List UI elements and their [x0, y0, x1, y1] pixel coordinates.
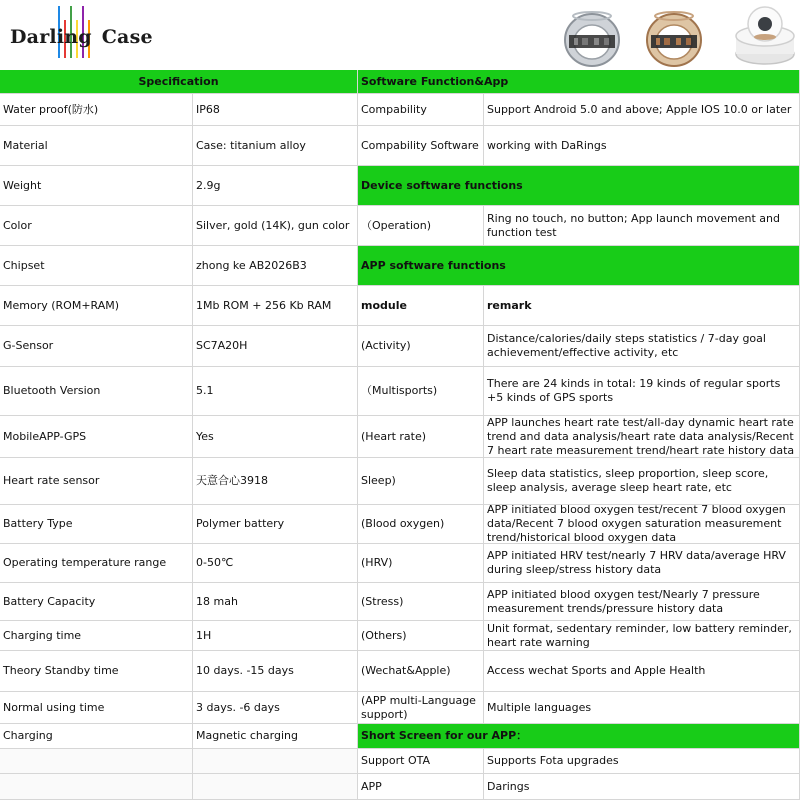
brand-word-1: Darling — [10, 26, 92, 48]
spec-label-cell — [0, 774, 193, 800]
function-module-cell: Support OTA — [358, 749, 484, 774]
spec-label-cell: Memory (ROM+RAM) — [0, 286, 193, 326]
table-row — [0, 326, 800, 367]
function-module-cell: (Wechat&Apple) — [358, 651, 484, 692]
function-remark-cell: Ring no touch, no button; App launch movement and function test — [484, 206, 800, 246]
function-module-cell: (Stress) — [358, 583, 484, 621]
function-remark-cell: APP initiated blood oxygen test/Nearly 7 pressure measurement trends/pressure history data — [484, 583, 800, 621]
header-row — [0, 70, 800, 94]
table-row — [0, 367, 800, 416]
function-module-cell: APP — [358, 774, 484, 800]
spec-label-cell: Charging — [0, 724, 193, 749]
ring-silver-icon — [565, 12, 619, 66]
table-row — [0, 246, 800, 286]
spec-label-cell: Color — [0, 206, 193, 246]
function-remark-cell: remark — [484, 286, 800, 326]
table-row — [0, 621, 800, 651]
spec-label-cell: Battery Type — [0, 505, 193, 544]
function-remark-cell: There are 24 kinds in total: 19 kinds of regular sports +5 kinds of GPS sports — [484, 367, 800, 416]
function-remark-cell: Multiple languages — [484, 692, 800, 724]
spec-value-cell: 1Mb ROM + 256 Kb RAM — [193, 286, 358, 326]
spec-label-cell: Normal using time — [0, 692, 193, 724]
spec-label-cell: Heart rate sensor — [0, 458, 193, 505]
table-row — [0, 206, 800, 246]
spec-value-cell: 5.1 — [193, 367, 358, 416]
page-header — [0, 0, 800, 70]
software-header-cell: Software Function&App — [358, 70, 800, 94]
spec-label-cell: Material — [0, 126, 193, 166]
function-module-cell: (Others) — [358, 621, 484, 651]
table-row — [0, 286, 800, 326]
spec-label-cell: Battery Capacity — [0, 583, 193, 621]
function-remark-cell: APP launches heart rate test/all-day dynamic heart rate trend and data analysis/heart rate data analysis/Recent 7 heart rate measurement trend/heart rate history data — [484, 416, 800, 458]
spec-value-cell: Magnetic charging — [193, 724, 358, 749]
function-module-cell: Sleep) — [358, 458, 484, 505]
spec-value-cell: Yes — [193, 416, 358, 458]
table-row — [0, 416, 800, 458]
spec-value-cell — [193, 749, 358, 774]
spec-label-cell: Operating temperature range — [0, 544, 193, 583]
function-remark-cell: Supports Fota upgrades — [484, 749, 800, 774]
spec-value-cell: zhong ke AB2026B3 — [193, 246, 358, 286]
function-remark-cell: Unit format, sedentary reminder, low battery reminder, heart rate warning — [484, 621, 800, 651]
table-row — [0, 458, 800, 505]
brand-word-2: Case — [101, 26, 153, 48]
spec-label-cell: Water proof(防水) — [0, 94, 193, 126]
spec-value-cell: 0-50℃ — [193, 544, 358, 583]
function-remark-cell: Access wechat Sports and Apple Health — [484, 651, 800, 692]
spec-label-cell: Charging time — [0, 621, 193, 651]
spec-label-cell: Chipset — [0, 246, 193, 286]
brand-logo — [10, 26, 153, 48]
spec-value-cell: SC7A20H — [193, 326, 358, 367]
function-module-cell: Compability — [358, 94, 484, 126]
function-module-cell: (Blood oxygen) — [358, 505, 484, 544]
function-remark-cell: Darings — [484, 774, 800, 800]
table-row — [0, 505, 800, 544]
function-module-cell: (Heart rate) — [358, 416, 484, 458]
charging-case-icon — [736, 7, 794, 64]
spec-value-cell: 3 days. -6 days — [193, 692, 358, 724]
spec-header-cell: Specification — [0, 70, 358, 94]
spec-label-cell: Bluetooth Version — [0, 367, 193, 416]
function-module-cell: (APP multi-Language support) — [358, 692, 484, 724]
section-header-cell: APP software functions — [358, 246, 800, 286]
spec-table — [0, 70, 800, 800]
spec-value-cell: Polymer battery — [193, 505, 358, 544]
spec-label-cell: MobileAPP-GPS — [0, 416, 193, 458]
table-row — [0, 724, 800, 749]
ring-gold-icon — [647, 12, 701, 66]
function-module-cell: module — [358, 286, 484, 326]
function-remark-cell: Support Android 5.0 and above; Apple IOS 10.0 or later — [484, 94, 800, 126]
table-row — [0, 544, 800, 583]
function-remark-cell: working with DaRings — [484, 126, 800, 166]
product-images — [560, 4, 796, 68]
spec-value-cell: 18 mah — [193, 583, 358, 621]
table-row — [0, 583, 800, 621]
spec-value-cell — [193, 774, 358, 800]
function-remark-cell: APP initiated HRV test/nearly 7 HRV data/average HRV during sleep/stress history data — [484, 544, 800, 583]
function-module-cell: (HRV) — [358, 544, 484, 583]
table-row — [0, 166, 800, 206]
table-row — [0, 94, 800, 126]
spec-value-cell: Silver, gold (14K), gun color — [193, 206, 358, 246]
spec-value-cell: IP68 — [193, 94, 358, 126]
section-header-cell: Device software functions — [358, 166, 800, 206]
table-row — [0, 126, 800, 166]
spec-value-cell: 2.9g — [193, 166, 358, 206]
spec-label-cell: G-Sensor — [0, 326, 193, 367]
table-row — [0, 749, 800, 774]
spec-label-cell: Weight — [0, 166, 193, 206]
function-remark-cell: Distance/calories/daily steps statistics / 7-day goal achievement/effective activity, etc — [484, 326, 800, 367]
spec-value-cell: 1H — [193, 621, 358, 651]
function-module-cell: （Multisports) — [358, 367, 484, 416]
spec-label-cell — [0, 749, 193, 774]
function-module-cell: (Activity) — [358, 326, 484, 367]
spec-value-cell: 天意合心3918 — [193, 458, 358, 505]
function-module-cell: （Operation) — [358, 206, 484, 246]
spec-value-cell: 10 days. -15 days — [193, 651, 358, 692]
function-remark-cell: APP initiated blood oxygen test/recent 7 blood oxygen data/Recent 7 blood oxygen saturation measurement trend/historical blood oxygen data — [484, 505, 800, 544]
spec-value-cell: Case: titanium alloy — [193, 126, 358, 166]
table-row — [0, 774, 800, 800]
table-row — [0, 692, 800, 724]
function-module-cell: Compability Software — [358, 126, 484, 166]
section-header-cell: Short Screen for our APP： — [358, 724, 800, 749]
spec-label-cell: Theory Standby time — [0, 651, 193, 692]
function-remark-cell: Sleep data statistics, sleep proportion, sleep score, sleep analysis, average sleep heart rate, etc — [484, 458, 800, 505]
table-row — [0, 651, 800, 692]
